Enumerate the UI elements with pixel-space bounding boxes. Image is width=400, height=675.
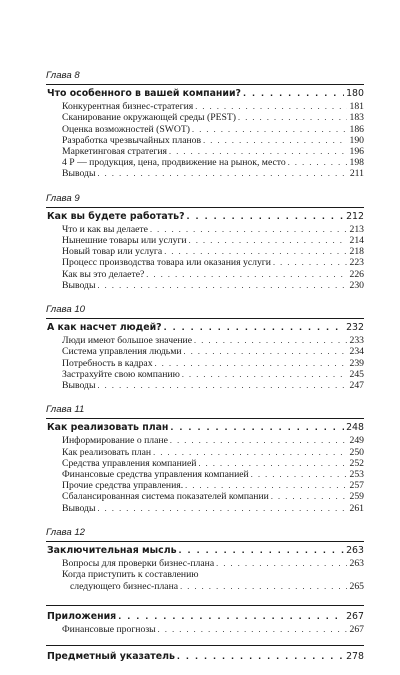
- entry-text: 4 Р — продукция, цена, продвижение на рынок, место: [62, 157, 286, 169]
- page-number: 232: [346, 322, 364, 334]
- leader-dots: [97, 380, 347, 391]
- toc-entry: [46, 269, 364, 280]
- chapter-12: [46, 527, 364, 592]
- leader-dots: [187, 211, 345, 222]
- toc-entry: [46, 469, 364, 480]
- leader-dots: [97, 168, 347, 179]
- leader-dots: [251, 469, 348, 480]
- chapter-label: Глава 10: [46, 304, 364, 319]
- toc-entry: [46, 458, 364, 469]
- toc-entry: [46, 112, 364, 123]
- page-number: 263: [346, 544, 364, 556]
- page-number: 234: [349, 346, 364, 358]
- entry-text: Люди имеют большое значение: [62, 335, 193, 347]
- toc-entry: [46, 157, 364, 168]
- entry-text: Финансовые средства управления компанией: [62, 469, 249, 481]
- entry-text: Выводы: [62, 279, 96, 291]
- toc-entry: [46, 369, 364, 380]
- chapter-8: [46, 70, 364, 180]
- entry-text: Финансовые прогнозы: [62, 623, 156, 635]
- leader-dots: [243, 88, 344, 99]
- toc-entry-multiline: [46, 569, 364, 591]
- chapter-label: Глава 11: [46, 404, 364, 419]
- leader-dots: [155, 358, 348, 369]
- index-title-row: [46, 651, 364, 662]
- leader-dots: [182, 369, 348, 380]
- toc-entry: [46, 624, 364, 635]
- chapter-label: Глава 9: [46, 193, 364, 208]
- page-number: 239: [349, 357, 364, 369]
- entry-text: Процесс производства товара или оказания услуги: [62, 257, 271, 269]
- leader-dots: [192, 124, 347, 135]
- section-rule: [46, 605, 364, 606]
- entry-text: Сбалансированная система показателей компании: [62, 491, 269, 503]
- chapter-label: Глава 12: [46, 527, 364, 542]
- leader-dots: [203, 135, 347, 146]
- toc-entry: [46, 503, 364, 514]
- page-number: 247: [349, 380, 364, 392]
- page-number: 253: [349, 469, 364, 481]
- chapter-title: Заключительная мысль: [47, 544, 177, 556]
- page-number: 261: [349, 502, 364, 514]
- chapter-9: [46, 193, 364, 291]
- chapter-title-row: [46, 88, 364, 99]
- entry-text: Новый товар или услуга: [62, 246, 163, 258]
- toc-entry: [46, 447, 364, 458]
- page-number: 257: [349, 480, 364, 492]
- page-number: 245: [349, 368, 364, 380]
- entry-text: Нынешние товары или услуги: [62, 235, 187, 247]
- entry-text: Вопросы для проверки бизнес-плана: [62, 558, 215, 570]
- page-number: 214: [349, 235, 364, 247]
- entry-text: Сканирование окружающей среды (PEST): [62, 112, 237, 124]
- leader-dots: [170, 435, 348, 446]
- entry-text: Как вы это делаете?: [62, 268, 145, 280]
- entry-text: Прочие средства управления.: [62, 480, 184, 492]
- entry-text: Потребность в кадрах: [62, 357, 153, 369]
- page-number: 198: [349, 157, 364, 169]
- toc-entry: [46, 124, 364, 135]
- page-number: 180: [346, 88, 364, 99]
- entry-text: Система управления людьми: [62, 346, 182, 358]
- chapter-title: Как вы будете работать?: [47, 210, 185, 222]
- toc-entry: [46, 168, 364, 179]
- entry-text-line2-row: [62, 581, 364, 592]
- leader-dots: [238, 112, 347, 123]
- page-number: 265: [349, 580, 364, 592]
- entry-text: Застрахуйте свою компанию: [62, 368, 180, 380]
- toc-entry: [46, 480, 364, 491]
- toc-entry: [46, 491, 364, 502]
- page-number: 267: [349, 623, 364, 635]
- page-number: 252: [349, 457, 364, 469]
- page-number: 250: [349, 446, 364, 458]
- chapter-11: [46, 404, 364, 514]
- page-number: 248: [346, 422, 364, 434]
- toc-entry: [46, 146, 364, 157]
- toc-entry: [46, 135, 364, 146]
- page-number: 226: [349, 268, 364, 280]
- entry-text: Оценка возможностей (SWOT): [62, 123, 191, 135]
- page-number: 267: [346, 610, 364, 622]
- entry-text-line2: следующего бизнес-плана: [70, 580, 179, 592]
- toc-entry: [46, 335, 364, 346]
- table-of-contents: [46, 70, 364, 675]
- chapter-title: А как насчет людей?: [47, 322, 162, 334]
- leader-dots: [118, 611, 344, 622]
- leader-dots: [288, 157, 348, 168]
- page-number: 278: [346, 651, 364, 663]
- leader-dots: [194, 335, 347, 346]
- leader-dots: [146, 269, 347, 280]
- leader-dots: [184, 346, 348, 357]
- leader-dots: [198, 458, 347, 469]
- toc-entry: [46, 558, 364, 569]
- toc-entry: [46, 257, 364, 268]
- entry-text: Что и как вы делаете: [62, 223, 148, 235]
- appendix-section: [46, 605, 364, 635]
- toc-entry: [46, 235, 364, 246]
- leader-dots: [179, 545, 345, 556]
- leader-dots: [97, 280, 347, 291]
- section-rule: [46, 645, 364, 646]
- page-number: 186: [349, 123, 364, 135]
- leader-dots: [271, 491, 348, 502]
- entry-text: Выводы: [62, 380, 96, 392]
- leader-dots: [153, 447, 347, 458]
- entry-text: Как реализовать план: [62, 446, 152, 458]
- toc-entry: [46, 435, 364, 446]
- page-number: 190: [349, 134, 364, 146]
- appendix-title: Приложения: [47, 610, 117, 622]
- toc-entry: [46, 346, 364, 357]
- entry-text-line1: Когда приступить к составлению: [62, 569, 199, 581]
- leader-dots: [170, 422, 344, 433]
- page-number: 230: [349, 279, 364, 291]
- page-number: 196: [349, 146, 364, 158]
- chapter-title-row: [46, 322, 364, 333]
- index-title: Предметный указатель: [47, 651, 175, 663]
- leader-dots: [150, 224, 348, 235]
- toc-entry: [46, 101, 364, 112]
- appendix-title-row: [46, 611, 364, 622]
- leader-dots: [180, 581, 347, 592]
- leader-dots: [97, 503, 347, 514]
- chapter-title-row: [46, 545, 364, 556]
- entry-text: Выводы: [62, 502, 96, 514]
- entry-text: Конкурентная бизнес-стратегия: [62, 101, 194, 113]
- entry-text: Средства управления компанией: [62, 457, 197, 469]
- leader-dots: [177, 651, 344, 662]
- page-number: 223: [349, 257, 364, 269]
- page-number: 211: [349, 168, 364, 180]
- page-number: 183: [349, 112, 364, 124]
- entry-text: Маркетинговая стратегия: [62, 146, 168, 158]
- toc-entry: [46, 246, 364, 257]
- chapter-10: [46, 304, 364, 391]
- toc-entry: [46, 380, 364, 391]
- leader-dots: [169, 146, 347, 157]
- chapter-title-row: [46, 422, 364, 433]
- page-number: 263: [349, 558, 364, 570]
- page-number: 213: [349, 223, 364, 235]
- page-number: 218: [349, 246, 364, 258]
- entry-text: Выводы: [62, 168, 96, 180]
- leader-dots: [273, 257, 348, 268]
- leader-dots: [158, 624, 348, 635]
- page-number: 233: [349, 335, 364, 347]
- toc-entry: [46, 280, 364, 291]
- page-number: 259: [349, 491, 364, 503]
- leader-dots: [195, 101, 347, 112]
- leader-dots: [216, 558, 347, 569]
- index-section: [46, 645, 364, 662]
- entry-text: Информирование о плане: [62, 435, 168, 447]
- page-number: 249: [349, 435, 364, 447]
- leader-dots: [164, 322, 344, 333]
- page-number: 212: [346, 210, 364, 222]
- leader-dots: [189, 235, 348, 246]
- toc-entry: [46, 224, 364, 235]
- page-number: 181: [349, 101, 364, 113]
- toc-entry: [46, 358, 364, 369]
- chapter-title: Что особенного в вашей компании?: [47, 88, 241, 99]
- chapter-title-row: [46, 211, 364, 222]
- chapter-label: Глава 8: [46, 70, 364, 85]
- leader-dots: [164, 246, 347, 257]
- leader-dots: [185, 480, 347, 491]
- chapter-title: Как реализовать план: [47, 422, 169, 434]
- entry-text: Разработка чрезвычайных планов: [62, 134, 202, 146]
